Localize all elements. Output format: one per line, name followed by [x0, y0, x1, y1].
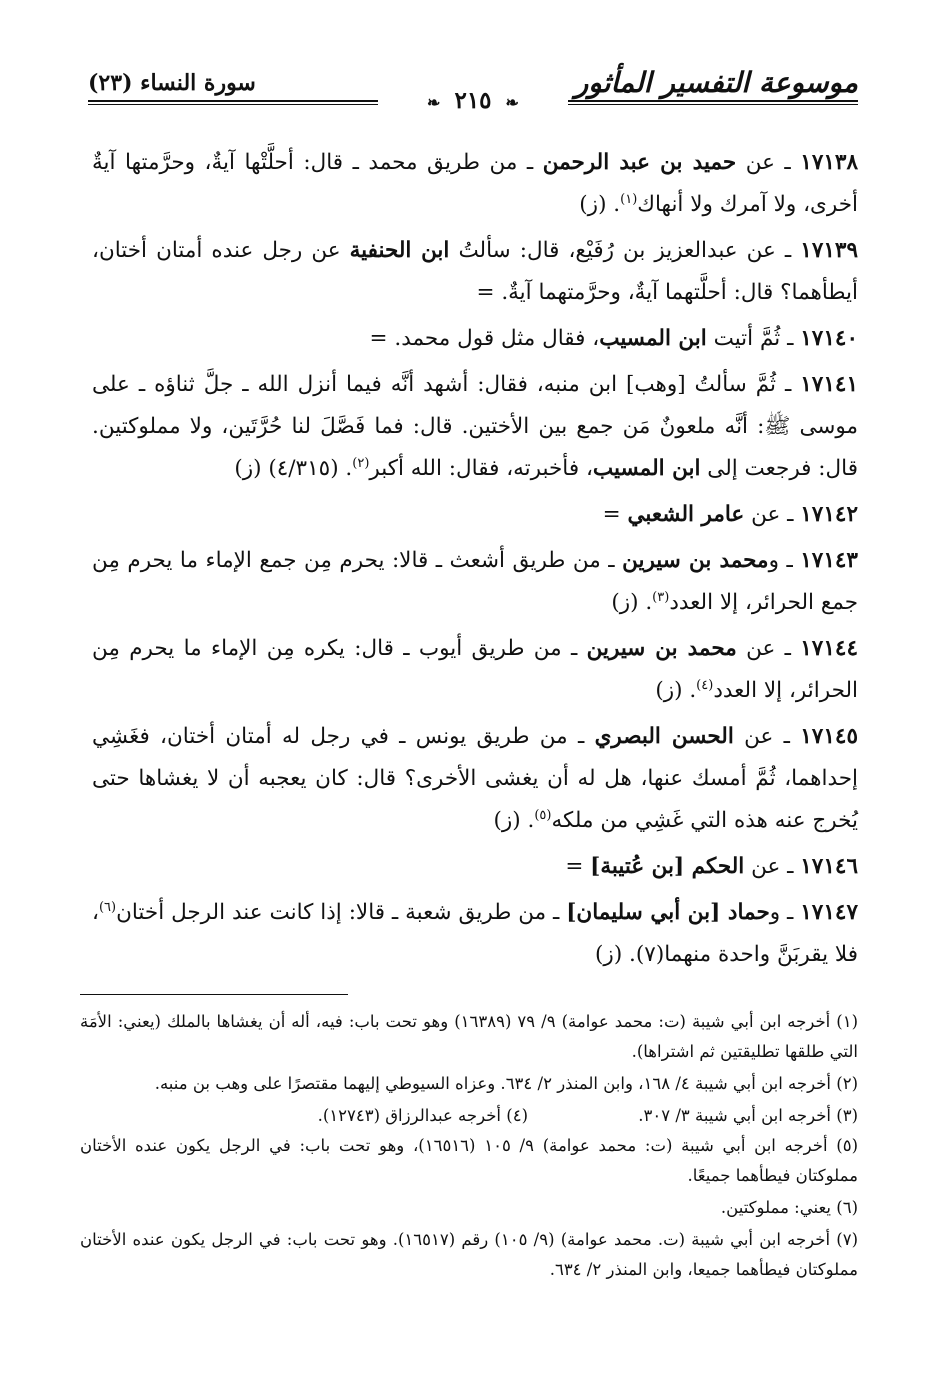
narration-lead: ـ عن: [744, 502, 801, 527]
main-text: [92, 142, 858, 980]
narrator-name: حميد بن عبد الرحمن: [542, 150, 737, 175]
page-number: ٢١٥: [454, 87, 492, 114]
narration-entry: [92, 716, 858, 842]
narration-text: ـ من طريق محمد ـ قال: أحلَّتْها آيةٌ، وحرَّمتها آيةٌ أخرى، ولا آمرك ولا أنهاك: [92, 150, 858, 217]
narration-entry: [92, 628, 858, 712]
narrator-name: حماد [بن أبي سليمان]: [566, 900, 770, 925]
footnote-separator: [80, 994, 348, 995]
narration-lead: ـ و: [768, 548, 801, 573]
narration-number: ١٧١٣٩: [800, 238, 859, 263]
narration-lead: ـ عن: [744, 854, 801, 879]
footnote: (٧) أخرجه ابن أبي شيبة (ت. محمد عوامة) (٩/ ١٠٥) رقم (١٦٥١٧). وهو تحت باب: في الرجل يكون عنده الأختان مملوكتان فيطأهما جميعا، وابن المنذر ٢/ ٦٣٤.: [80, 1230, 859, 1279]
narration-tail: . (ز): [655, 678, 697, 703]
narration-lead: ـ ثُمَّ أتيت: [706, 326, 801, 351]
footnote-ref: (٣): [652, 589, 670, 605]
narration-text: ـ من طريق أشعث ـ قالا: يحرم مِن جمع الإماء ما يحرم مِن جمع الحرائر، إلا العدد: [92, 548, 858, 615]
footnote: (٦) يعني: مملوكتين.: [720, 1198, 858, 1217]
narrator-name: الحسن البصري: [594, 724, 734, 749]
footnote: (٥) أخرجه ابن أبي شيبة (ت: محمد عوامة) ٩/ ١٠٥ (١٦٥١٦)، وهو تحت باب: في الرجل يكون عنده الأختان مملوكتان فيطأهما جميعًا.: [80, 1136, 859, 1185]
narrator-name: محمد بن سيرين: [622, 548, 769, 573]
narration-entry: [92, 318, 858, 360]
narration-number: ١٧١٤٦: [800, 854, 858, 879]
footnote: (٢) أخرجه ابن أبي شيبة ٤/ ١٦٨، وابن المنذر ٢/ ٦٣٤. وعزاه السيوطي إليهما مقتصرًا على وهب بن منبه.: [154, 1074, 858, 1093]
footnote-ref: (١): [620, 191, 638, 207]
narrator-name: ابن المسيب: [599, 326, 707, 351]
footnote: (٣) أخرجه ابن أبي شيبة ٣/ ٣٠٧.: [638, 1106, 858, 1125]
narration-entry: [92, 230, 858, 314]
narration-text: ـ من طريق شعبة ـ قالا: إذا كانت عند الرجل أختان: [116, 900, 567, 925]
narration-number: ١٧١٣٨: [800, 150, 859, 175]
narration-entry: [92, 892, 858, 976]
footnote-ref: (٤): [696, 677, 714, 693]
narrator-name: ابن المسيب: [592, 456, 701, 481]
surah-title: سورة النساء (٢٣): [88, 70, 256, 96]
narrator-name: عامر الشعبي: [627, 502, 745, 527]
narration-number: ١٧١٤٧: [800, 900, 858, 925]
narration-number: ١٧١٤٤: [800, 636, 858, 661]
narration-tail: . (ز): [493, 808, 535, 833]
footnote: (٤) أخرجه عبدالرزاق (١٢٧٤٣).: [317, 1106, 528, 1125]
narration-entry: [92, 540, 858, 624]
narrator-name: ابن الحنفية: [349, 238, 450, 263]
footnotes: [80, 994, 858, 1287]
narration-tail: . (ز): [611, 590, 653, 615]
footnote-ref: (٦): [98, 899, 117, 915]
narration-lead: ـ و: [769, 900, 801, 925]
narration-number: ١٧١٤٢: [800, 502, 858, 527]
narration-lead: ـ عن: [736, 636, 801, 661]
narration-text: =: [602, 502, 628, 527]
narration-text: ، فقال مثل قول محمد. =: [369, 326, 600, 351]
page-number-block: [88, 87, 858, 114]
narration-number: ١٧١٤١: [800, 372, 858, 397]
narration-lead: ـ عن: [733, 724, 801, 749]
narration-lead: ـ عن عبدالعزيز بن رُفَيْع، قال: سألتُ: [449, 238, 801, 263]
narration-tail: . (٤/٣١٥) (ز): [234, 456, 353, 481]
narration-number: ١٧١٤٠: [800, 326, 858, 351]
footnote: (١) أخرجه ابن أبي شيبة (ت: محمد عوامة) ٩/ ٧٩ (١٦٣٨٩) وهو تحت باب: فيه، أله أن يغشاها بالملك (يعني: الأمَة التي طلقها تطليقتين ثم اشتراها).: [80, 1012, 858, 1061]
narration-entry: [92, 142, 858, 226]
narrator-name: الحكم [بن عُتيبة]: [590, 854, 745, 879]
narration-text: ـ من طريق يونس ـ في رجل له أمتان أختان، فغَشِي إحداهما، ثُمَّ أمسك عنها، هل له أن يغشى الأخرى؟ قال: كان يعجبه أن لا يغشاها حتى يُخرج عنه هذه التي غَشِي من ملكه: [92, 724, 858, 833]
ornament-icon: ❧: [427, 93, 441, 112]
narration-text: =: [565, 854, 591, 879]
book-title: موسوعة التفسير المأثور: [574, 66, 858, 99]
narration-tail: ، فلا يقربَنَّ واحدة منهما(٧). (ز): [92, 900, 858, 967]
page-header: [88, 62, 858, 118]
narration-lead: ـ ثُمَّ سألتُ [وهب] ابن منبه، فقال: أشهد أنَّه فيما أنزل الله ـ جلَّ ثناؤه ـ على موسى ﷺ: أنَّه ملعونٌ مَن جمع بين الأختين. قال: فما فَصَّلَ لنا حُرَّتَين، ولا مملوكتين. قال: فرجعت إلى: [92, 372, 858, 481]
footnote-ref: (٢): [352, 455, 370, 471]
narration-tail: . (ز): [579, 192, 621, 217]
footnote-ref: (٥): [534, 807, 552, 823]
narrator-name: محمد بن سيرين: [586, 636, 737, 661]
narration-text: ، فأخبرته، فقال: الله أكبر: [369, 456, 593, 481]
narration-text: ـ من طريق أيوب ـ قال: يكره مِن الإماء ما يحرم مِن الحرائر، إلا العدد: [92, 636, 858, 703]
narration-number: ١٧١٤٣: [800, 548, 858, 573]
footnote-row: [80, 1101, 858, 1131]
narration-entry: [92, 364, 858, 490]
narration-lead: ـ عن: [736, 150, 801, 175]
narration-number: ١٧١٤٥: [800, 724, 858, 749]
narration-entry: [92, 494, 858, 536]
narration-text: عن رجل عنده أمتان أختان، أيطأهما؟ قال: أحلَّتهما آيةٌ، وحرَّمتهما آيةٌ. =: [92, 238, 858, 305]
ornament-icon: ❧: [505, 93, 519, 112]
narration-entry: [92, 846, 858, 888]
